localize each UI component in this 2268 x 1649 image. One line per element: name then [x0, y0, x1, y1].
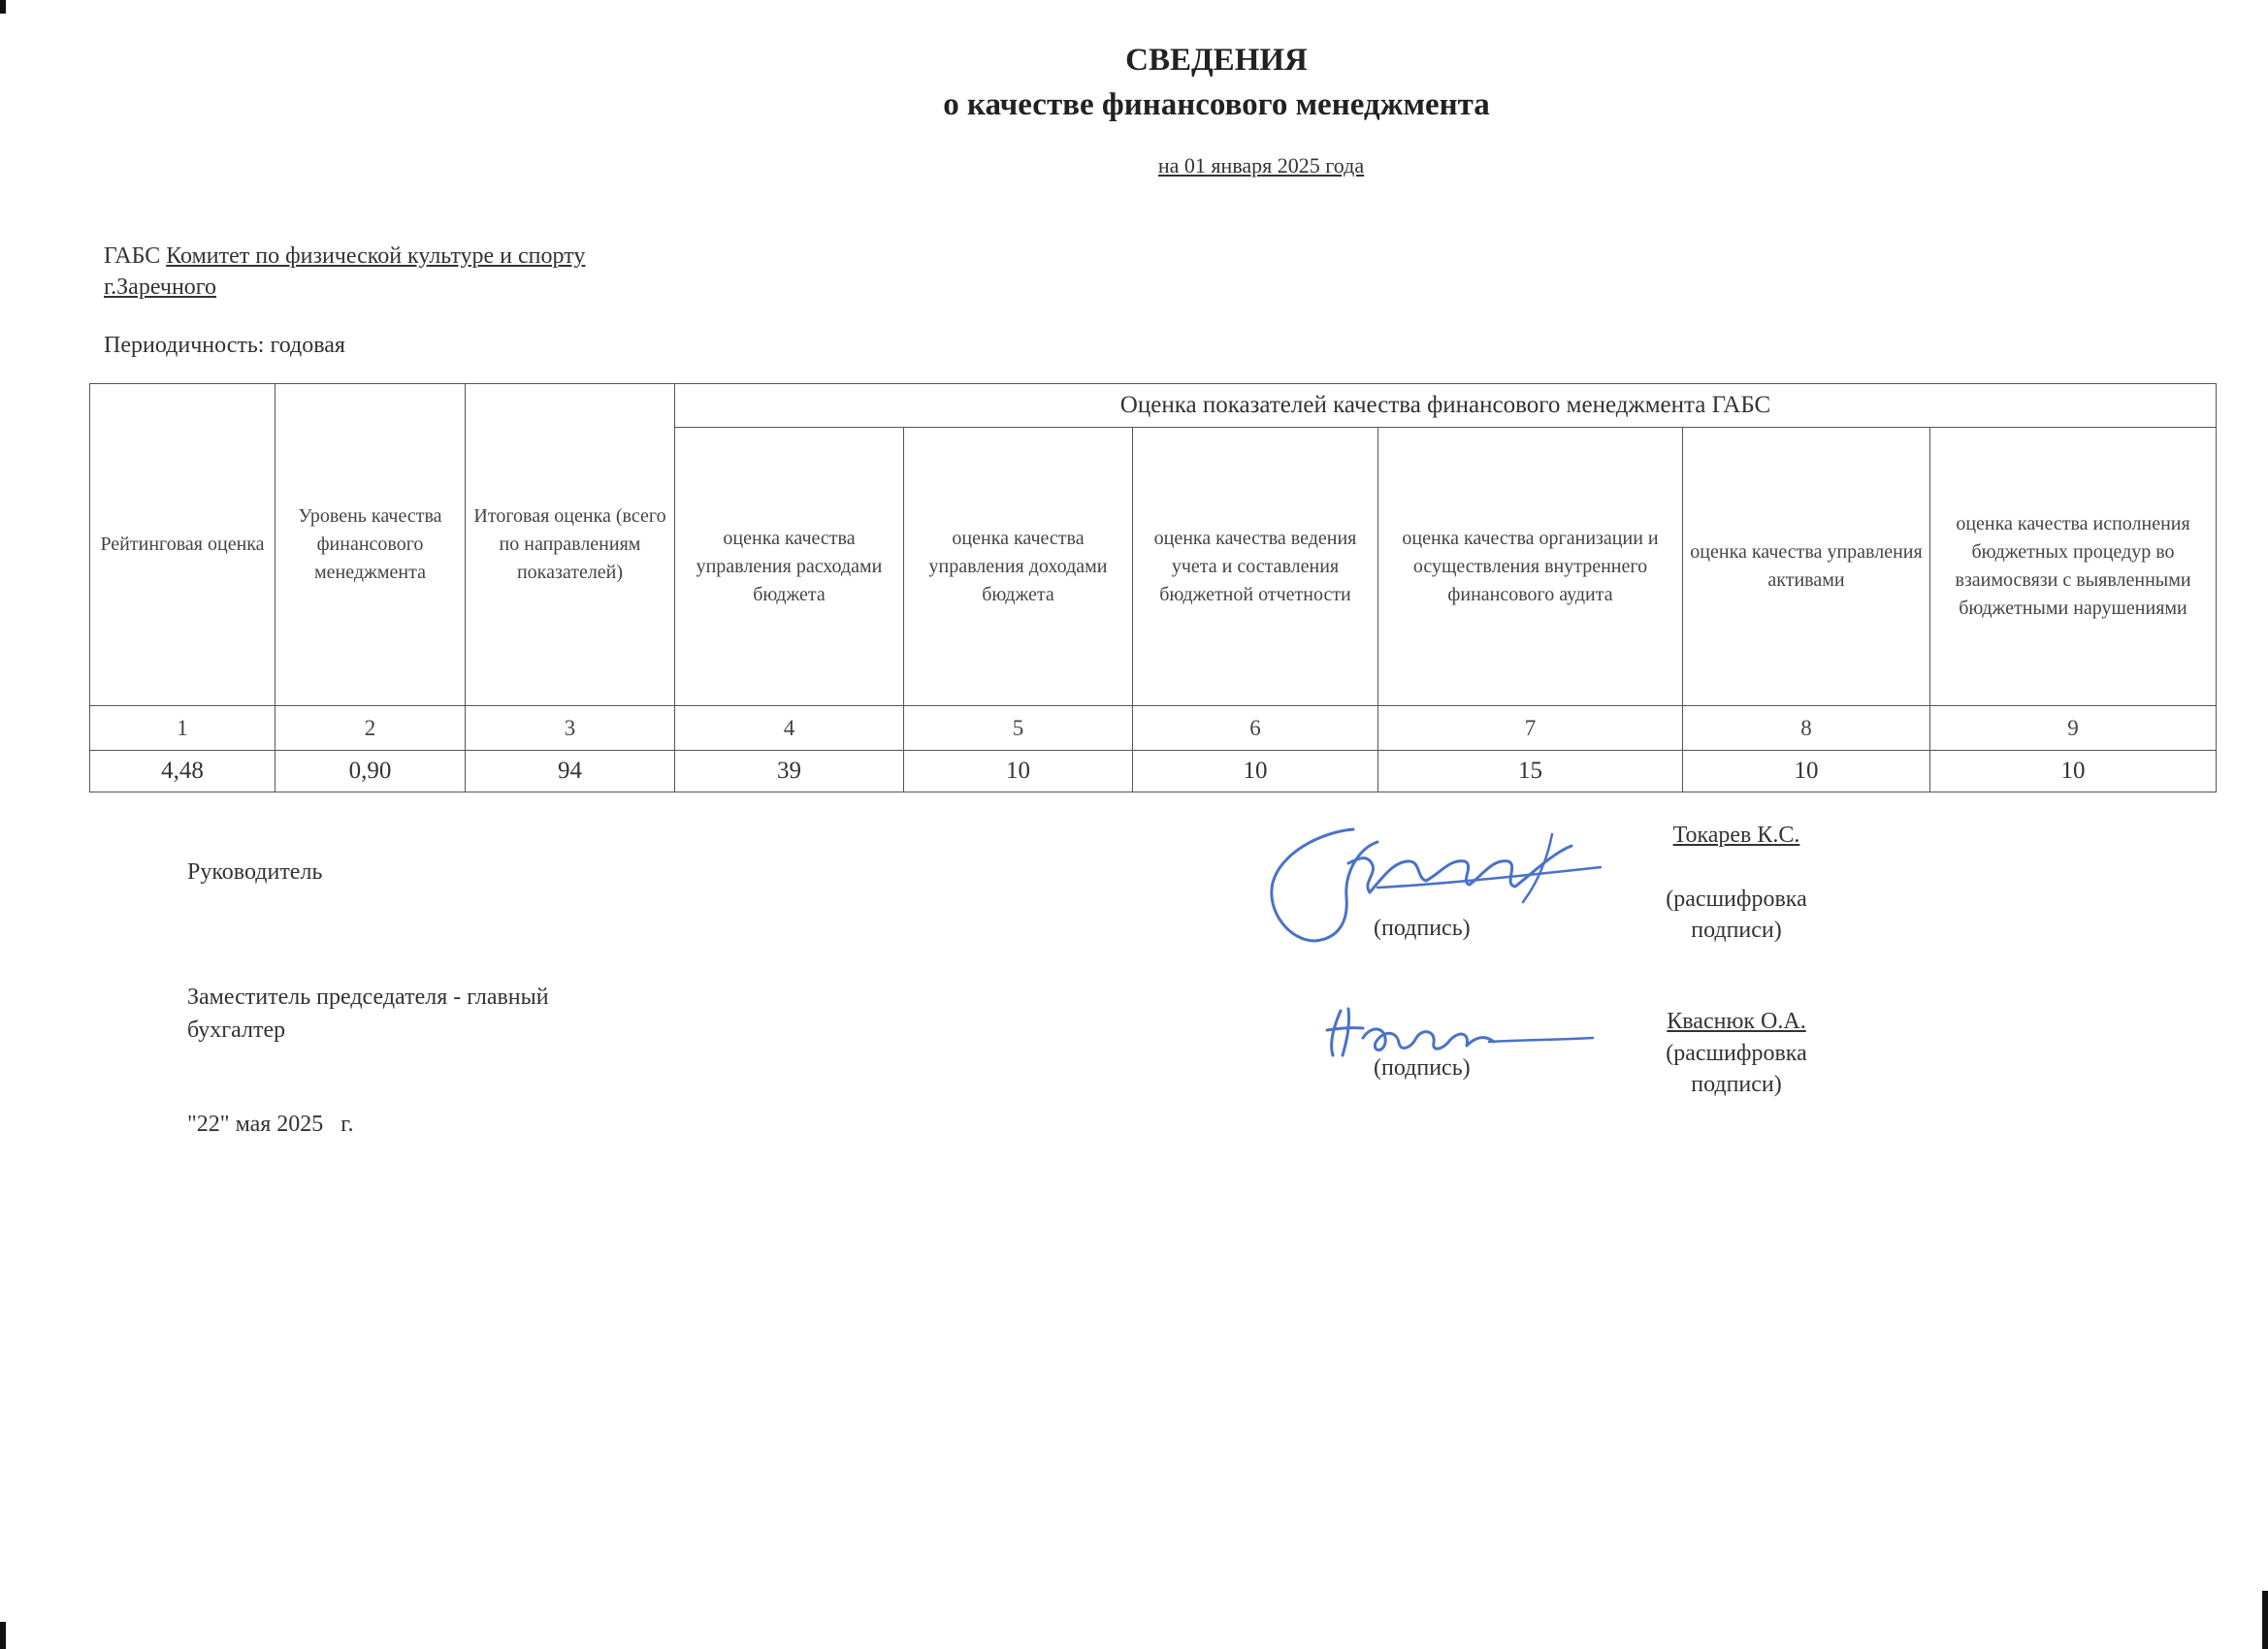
- value-cell: 94: [466, 751, 675, 792]
- header-cell: оценка качества ведения учета и составления бюджетной отчетности: [1133, 428, 1378, 706]
- value-cell: 39: [675, 751, 904, 792]
- head-name-caption: (расшифровка подписи): [1666, 887, 1807, 943]
- group-header: Оценка показателей качества финансового менеджмента ГАБС: [675, 384, 2217, 428]
- value-cell: 10: [1930, 751, 2217, 792]
- value-cell: 15: [1378, 751, 1683, 792]
- gabs-block: [104, 241, 725, 303]
- deputy-signature-caption: (подпись): [1374, 1055, 1471, 1081]
- periodicity: Периодичность: годовая: [104, 333, 345, 358]
- document-title: СВЕДЕНИЯ: [1125, 43, 1308, 78]
- scan-edge-mark: [0, 1622, 6, 1649]
- column-number: 2: [275, 706, 466, 751]
- document-subtitle: о качестве финансового менеджмента: [943, 87, 1490, 122]
- value-cell: 4,48: [90, 751, 275, 792]
- scan-edge-mark: [0, 0, 6, 14]
- column-number: 6: [1133, 706, 1378, 751]
- column-number: 5: [904, 706, 1133, 751]
- header-cell: оценка качества управления доходами бюджета: [904, 428, 1133, 706]
- deputy-name-caption: (расшифровка подписи): [1666, 1041, 1807, 1097]
- head-role: Руководитель: [187, 859, 323, 885]
- column-number: 7: [1378, 706, 1683, 751]
- assessment-table: [89, 383, 2217, 792]
- column-number: 1: [90, 706, 275, 751]
- deputy-name: Кваснюк О.А.: [1667, 1009, 1806, 1034]
- sign-date: "22" мая 2025 г.: [187, 1112, 354, 1137]
- value-cell: 10: [1683, 751, 1930, 792]
- header-cell: оценка качества управления активами: [1683, 428, 1930, 706]
- column-number: 8: [1683, 706, 1930, 751]
- header-cell: Рейтинговая оценка: [90, 384, 275, 706]
- value-cell: 0,90: [275, 751, 466, 792]
- header-cell: оценка качества исполнения бюджетных процедур во взаимосвязи с выявленными бюджетными нарушениями: [1930, 428, 2217, 706]
- header-cell: Уровень качества финансового менеджмента: [275, 384, 466, 706]
- deputy-role: Заместитель председателя - главный бухгалтер: [187, 985, 549, 1043]
- gabs-name: Комитет по физической культуре и спорту: [166, 243, 586, 269]
- column-number: 3: [466, 706, 675, 751]
- header-cell: оценка качества управления расходами бюджета: [675, 428, 904, 706]
- column-number: 9: [1930, 706, 2217, 751]
- gabs-prefix: ГАБС: [104, 243, 161, 269]
- value-cell: 10: [1133, 751, 1378, 792]
- report-date: на 01 января 2025 года: [1157, 153, 1365, 178]
- column-number: 4: [675, 706, 904, 751]
- head-name: Токарев К.С.: [1672, 823, 1800, 848]
- column-number-row: [90, 706, 2217, 751]
- header-cell: оценка качества организации и осуществления внутреннего финансового аудита: [1378, 428, 1683, 706]
- table-row: [90, 751, 2217, 792]
- header-cell: Итоговая оценка (всего по направлениям показателей): [466, 384, 675, 706]
- scan-edge-mark: [2262, 1591, 2268, 1649]
- gabs-city: г.Заречного: [104, 275, 217, 300]
- head-signature-caption: (подпись): [1374, 916, 1471, 941]
- value-cell: 10: [904, 751, 1133, 792]
